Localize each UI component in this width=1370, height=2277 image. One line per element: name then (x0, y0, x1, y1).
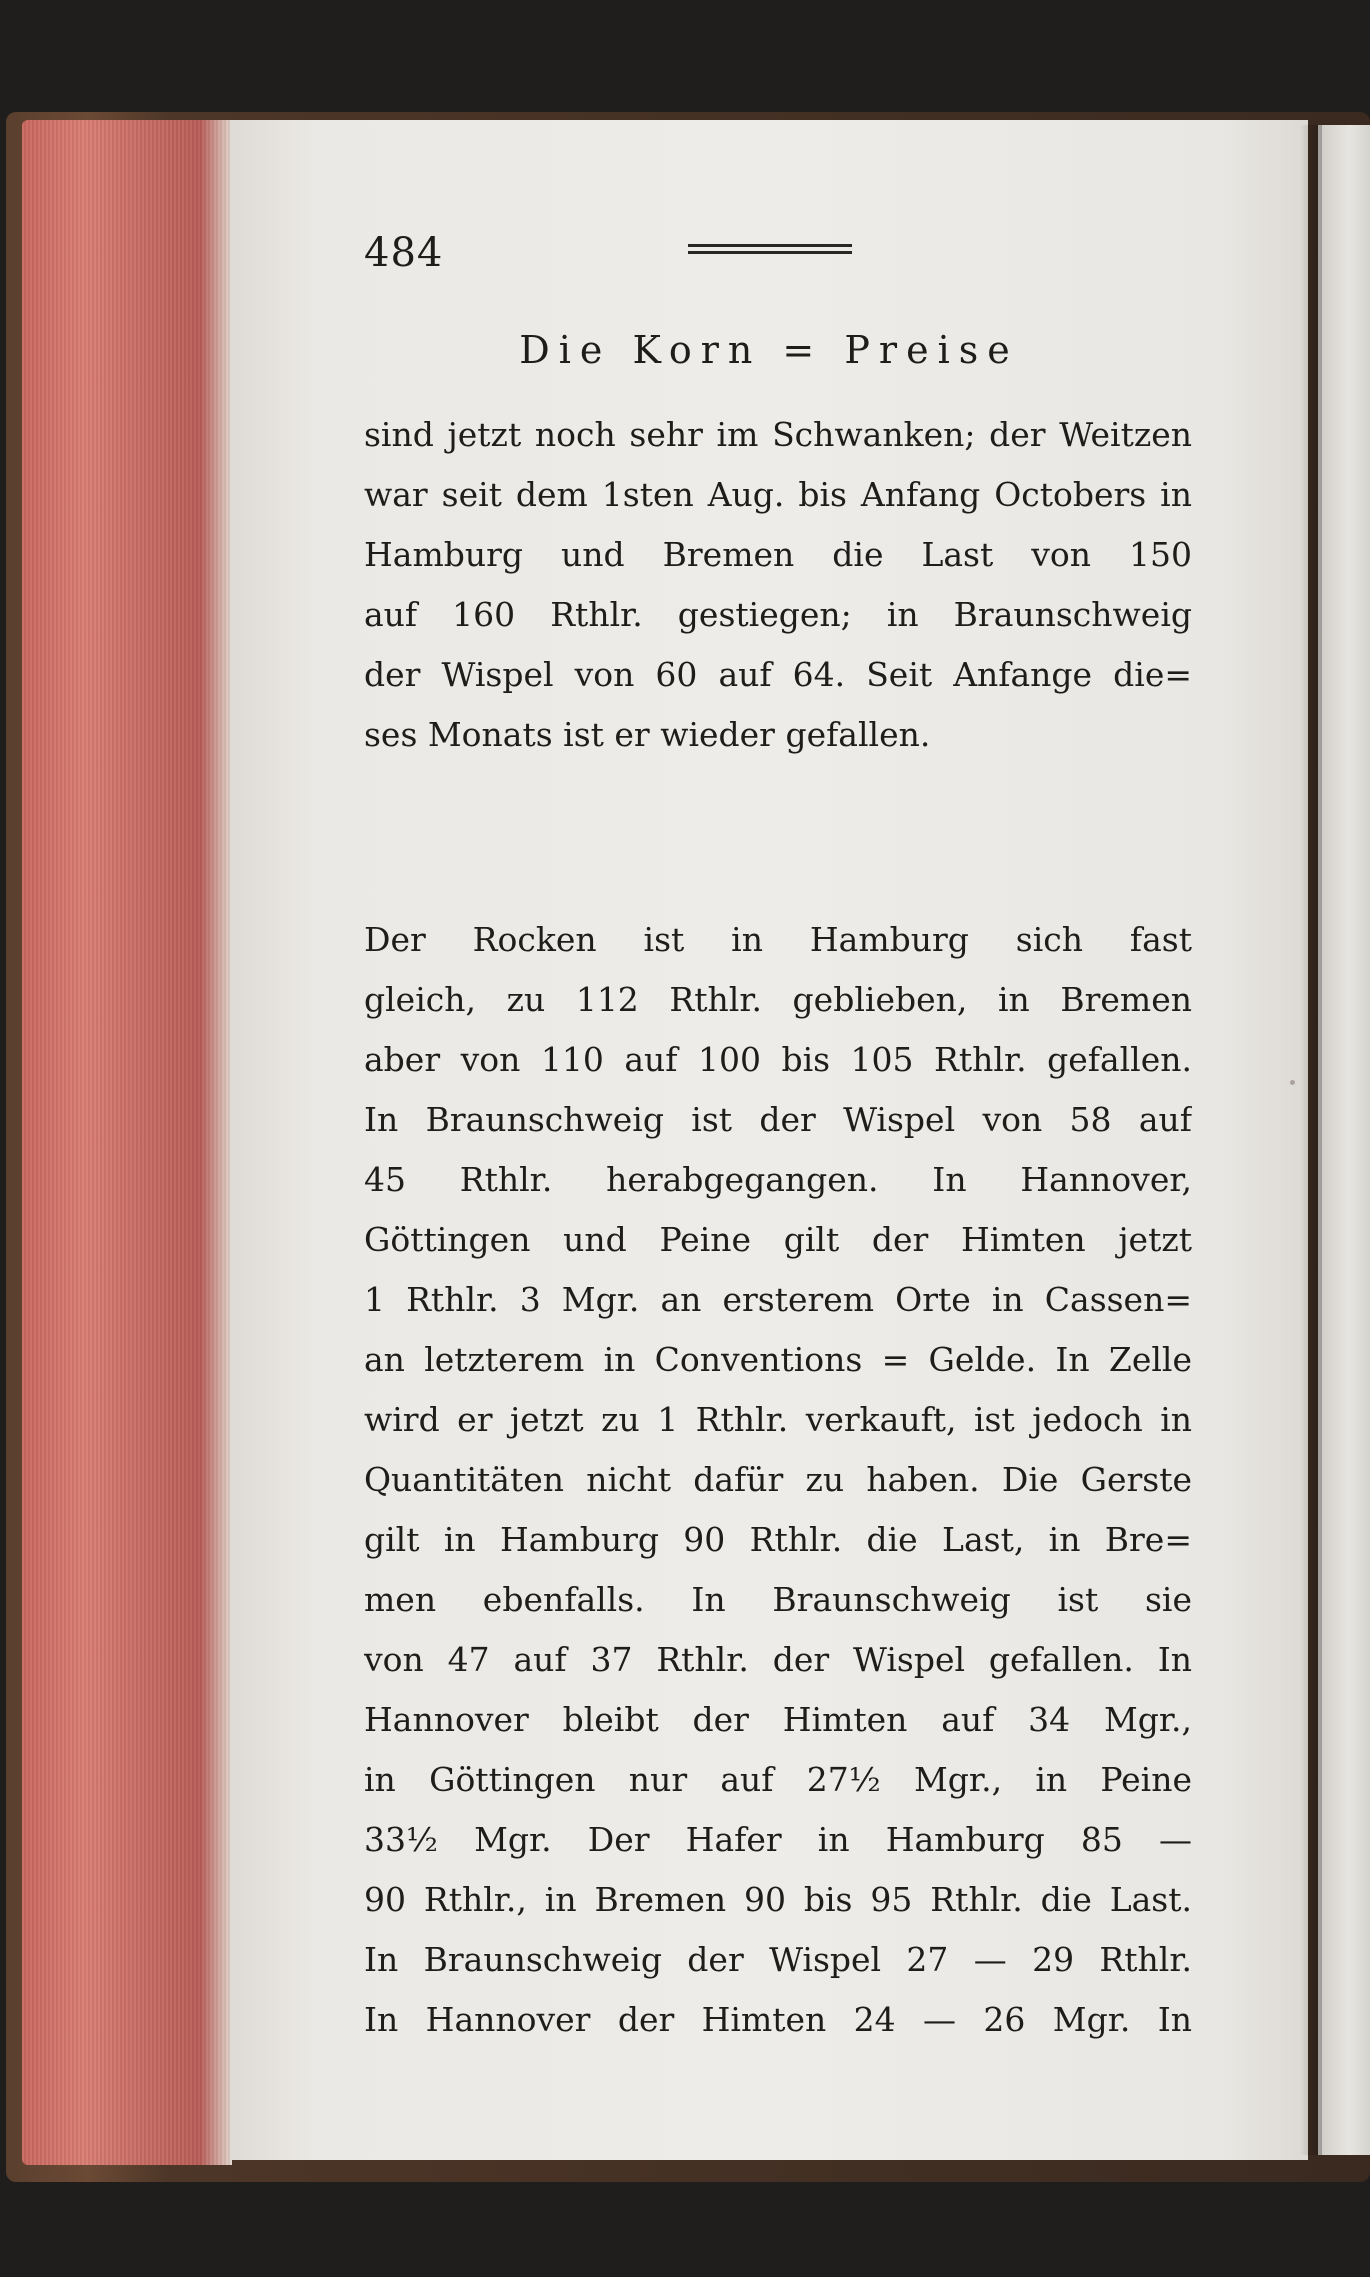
text-line: 45 Rthlr. herabgegangen. In Hannover, (364, 1160, 1192, 1199)
adjacent-page (1318, 125, 1370, 2155)
red-page-edges (22, 120, 232, 2165)
header-rule (688, 244, 852, 260)
book-page (230, 120, 1308, 2160)
text-line: ses Monats ist er wieder gefallen. (364, 715, 931, 754)
paragraph-1 (364, 405, 1192, 765)
text-line: an letzterem in Conventions = Gelde. In Zelle (364, 1340, 1192, 1379)
text-line: Der Rocken ist in Hamburg sich fast (364, 920, 1192, 959)
text-line: gilt in Hamburg 90 Rthlr. die Last, in Bre= (364, 1520, 1192, 1559)
text-line: Hamburg und Bremen die Last von 150 (364, 535, 1192, 574)
text-line: 1 Rthlr. 3 Mgr. an ersterem Orte in Cassen= (364, 1280, 1192, 1319)
text-line: men ebenfalls. In Braunschweig ist sie (364, 1580, 1192, 1619)
gutter-shadow (1300, 125, 1322, 2155)
paper-speck (1290, 1080, 1295, 1085)
text-line: in Göttingen nur auf 27½ Mgr., in Peine (364, 1760, 1192, 1799)
text-line: wird er jetzt zu 1 Rthlr. verkauft, ist jedoch in (364, 1400, 1192, 1439)
text-line: von 47 auf 37 Rthlr. der Wispel gefallen. In (364, 1640, 1192, 1679)
text-line: aber von 110 auf 100 bis 105 Rthlr. gefallen. (364, 1040, 1192, 1079)
paragraph-2 (364, 910, 1192, 2050)
text-line: 33½ Mgr. Der Hafer in Hamburg 85 — (364, 1820, 1192, 1859)
text-line: Quantitäten nicht dafür zu haben. Die Gerste (364, 1460, 1192, 1499)
text-line: In Braunschweig der Wispel 27 — 29 Rthlr. (364, 1940, 1192, 1979)
text-line: In Hannover der Himten 24 — 26 Mgr. In (364, 2000, 1192, 2039)
text-line: war seit dem 1sten Aug. bis Anfang Octobers in (364, 475, 1192, 514)
text-line: auf 160 Rthlr. gestiegen; in Braunschweig (364, 595, 1192, 634)
text-line: 90 Rthlr., in Bremen 90 bis 95 Rthlr. die Last. (364, 1880, 1192, 1919)
text-line: der Wispel von 60 auf 64. Seit Anfange die= (364, 655, 1192, 694)
text-line: gleich, zu 112 Rthlr. geblieben, in Bremen (364, 980, 1192, 1019)
page-number: 484 (364, 230, 444, 276)
text-line: Göttingen und Peine gilt der Himten jetzt (364, 1220, 1192, 1259)
text-line: sind jetzt noch sehr im Schwanken; der Weitzen (364, 415, 1192, 454)
text-line: In Braunschweig ist der Wispel von 58 auf (364, 1100, 1192, 1139)
text-line: Hannover bleibt der Himten auf 34 Mgr., (364, 1700, 1192, 1739)
section-heading: Die Korn = Preise (519, 328, 1019, 372)
